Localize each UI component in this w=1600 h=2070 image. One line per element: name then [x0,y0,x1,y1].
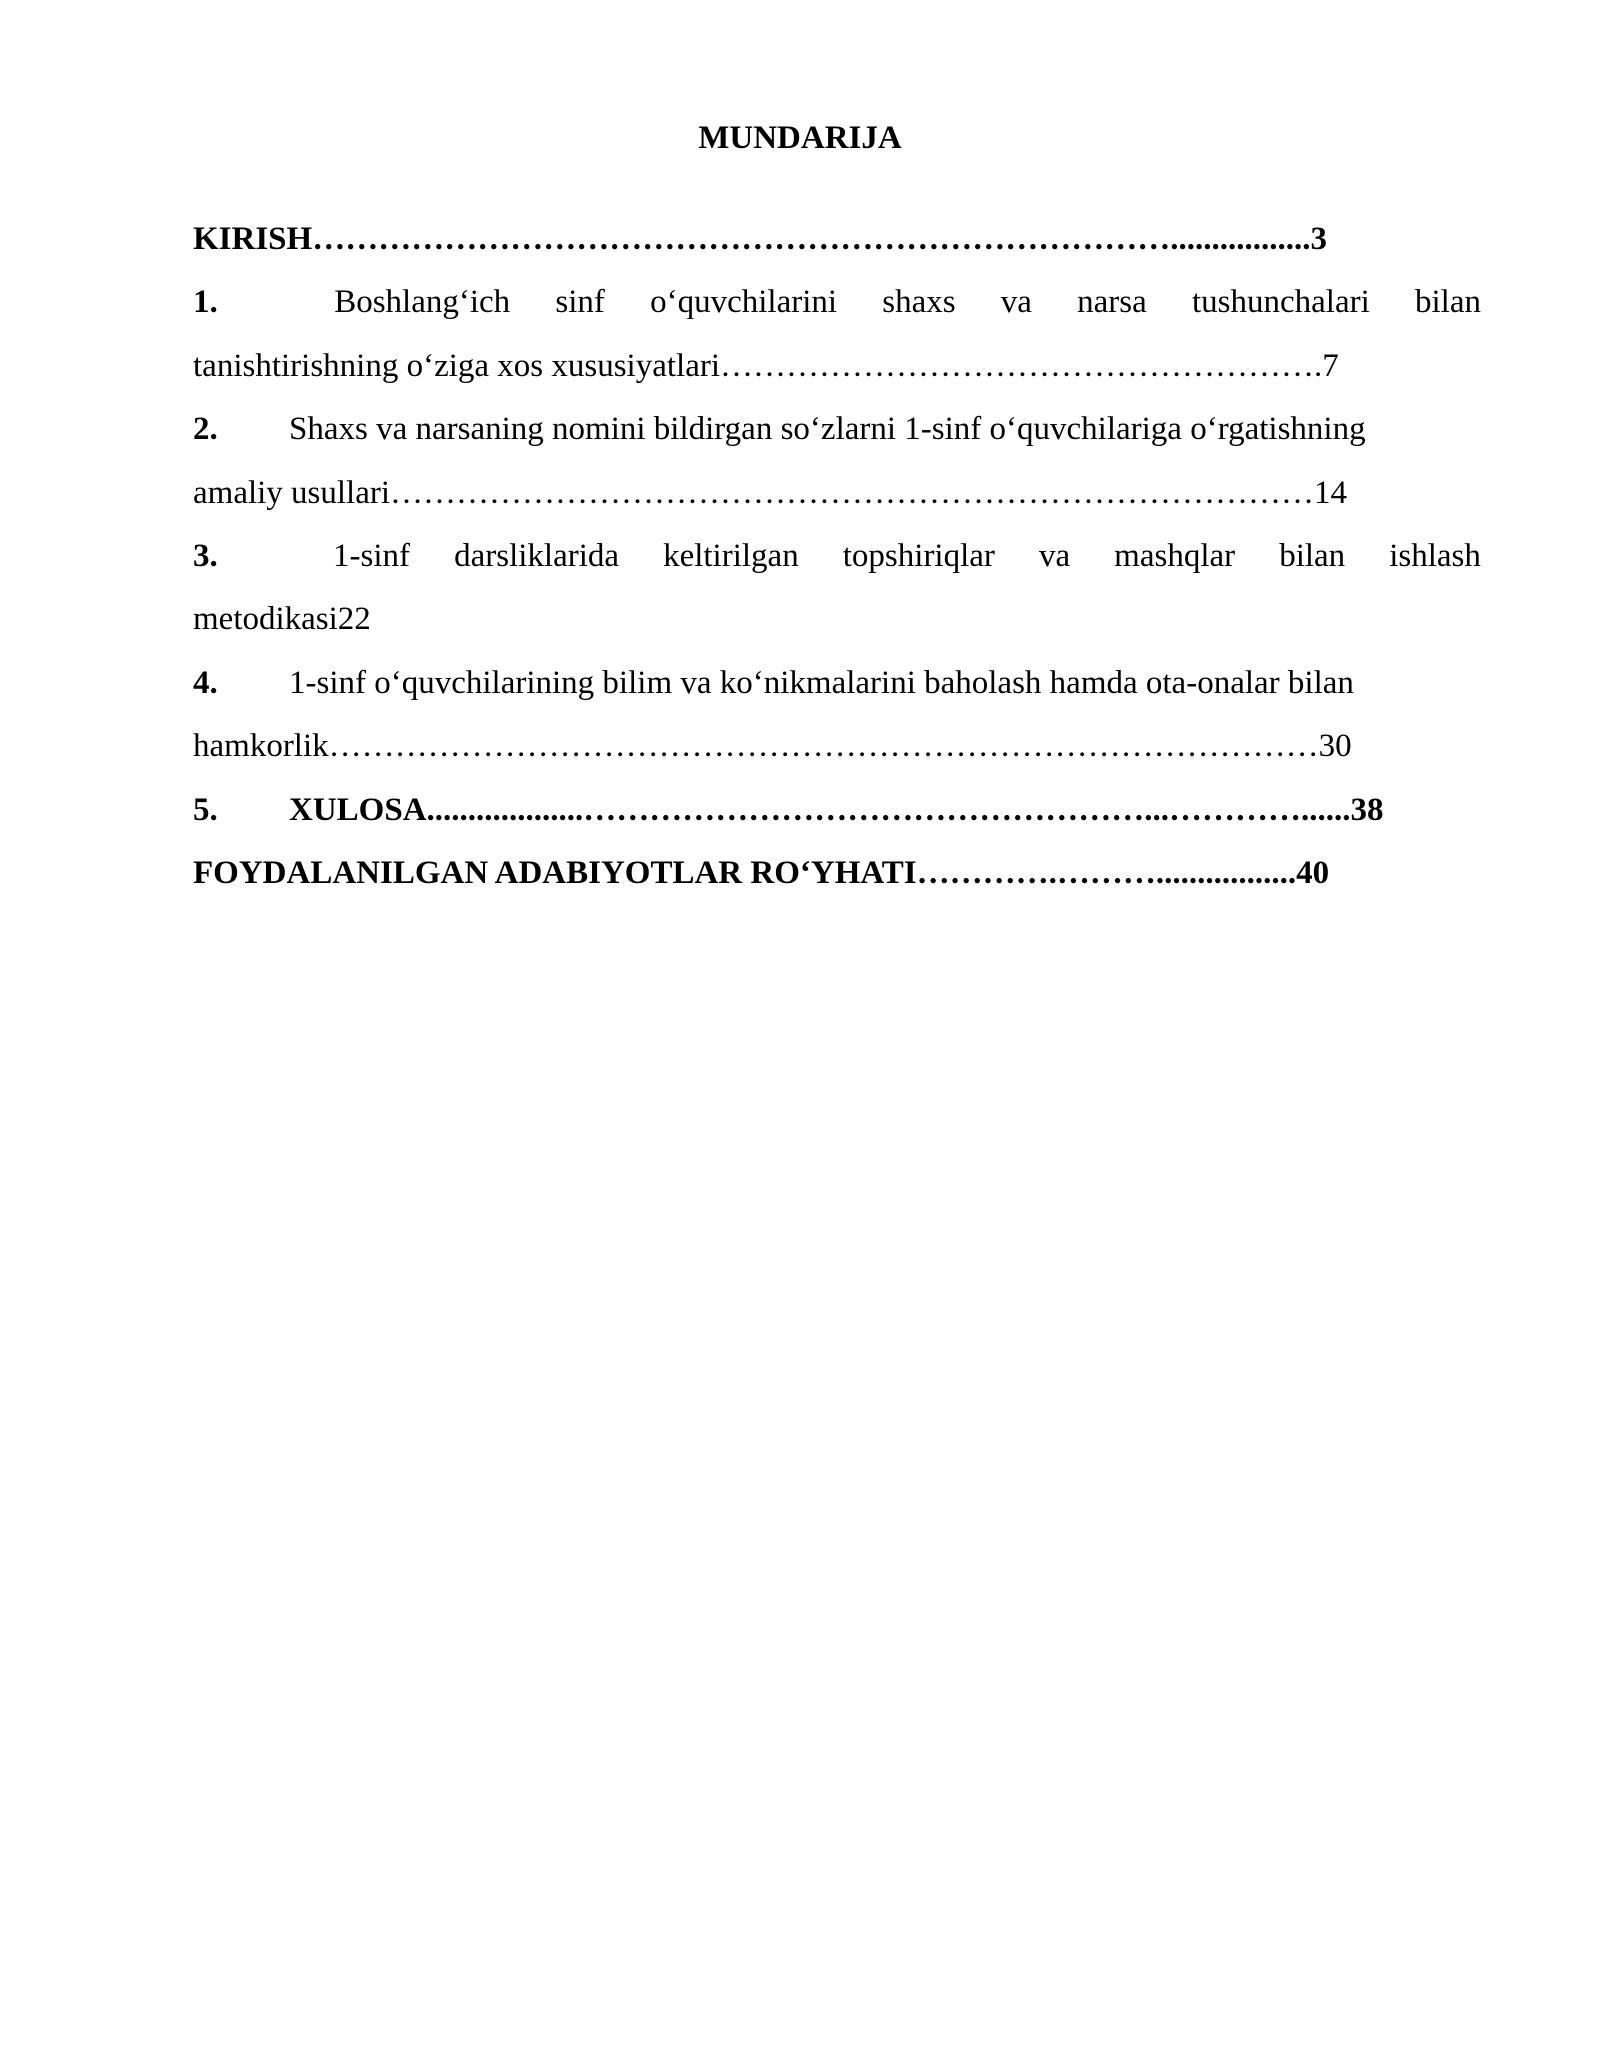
toc-entry-2-line-2 [193,472,1481,535]
toc-entry-conclusion-number: 5. [193,791,218,828]
table-of-contents [193,218,1481,915]
toc-entry-1-word: tushunchalari [1192,284,1370,321]
toc-entry-3-line-1 [193,535,1481,598]
toc-entry-2-continuation: amaliy usullari…………………………………………………………………………14 [193,474,1348,511]
toc-entry-references-text: FOYDALANILGAN ADABIYOTLAR RO‘YHATI………….……….................40 [193,854,1330,891]
toc-entry-4-line-1 [193,662,1481,725]
toc-entry-4-line-2 [193,725,1481,788]
toc-entry-intro-text: KIRISH…………………………………………………………………….................3 [193,221,1327,257]
page-title: MUNDARIJA [698,120,902,156]
toc-entry-conclusion-text: XULOSA...................……………………………………………...…………......38 [289,791,1384,828]
toc-entry-4-title: 1-sinf o‘quvchilarining bilim va ko‘nikmalarini baholash hamda ota-onalar bilan [289,664,1354,701]
toc-entry-3-word: topshiriqlar [842,537,995,574]
toc-entry-1-line-2 [193,345,1481,408]
toc-entry-3-line-2 [193,598,1481,661]
toc-entry-3-word: bilan [1279,537,1346,574]
toc-entry-1-word: sinf [555,284,605,321]
toc-entry-conclusion [193,789,1481,852]
toc-entry-1-word: shaxs [882,284,956,321]
toc-entry-2-number: 2. [193,411,218,448]
toc-entry-1-word: Boshlang‘ich [334,284,511,321]
toc-entry-3-word: 1-sinf [333,537,411,574]
toc-entry-2-title: Shaxs va narsaning nomini bildirgan so‘zlarni 1-sinf o‘quvchilariga o‘rgatishning [289,411,1366,448]
toc-entry-3-word: darsliklarida [454,537,620,574]
toc-entry-2-line-1 [193,408,1481,471]
toc-entry-3-word: ishlash [1389,537,1481,574]
toc-entry-4-continuation: hamkorlik………………………………………………………………………………30 [193,728,1352,765]
toc-entry-intro [193,218,1481,281]
toc-entry-3-word: va [1038,537,1071,574]
toc-entry-1-number: 1. [193,284,218,321]
toc-entry-3-number: 3. [193,537,218,574]
toc-entry-1-word: va [1000,284,1032,321]
toc-entry-3-word: keltirilgan [663,537,799,574]
toc-entry-1-word: o‘quvchilarini [650,284,838,321]
toc-entry-1-line-1 [193,281,1481,344]
toc-entry-3-word: mashqlar [1114,537,1236,574]
toc-entry-1-continuation: tanishtirishning o‘ziga xos xususiyatlari……………………………………………….7 [193,347,1339,384]
toc-entry-references [193,852,1481,915]
toc-entry-1-word: narsa [1077,284,1147,321]
toc-entry-4-number: 4. [193,664,218,701]
toc-entry-3-continuation: metodikasi22 [193,601,371,638]
toc-entry-1-word: bilan [1414,284,1481,321]
